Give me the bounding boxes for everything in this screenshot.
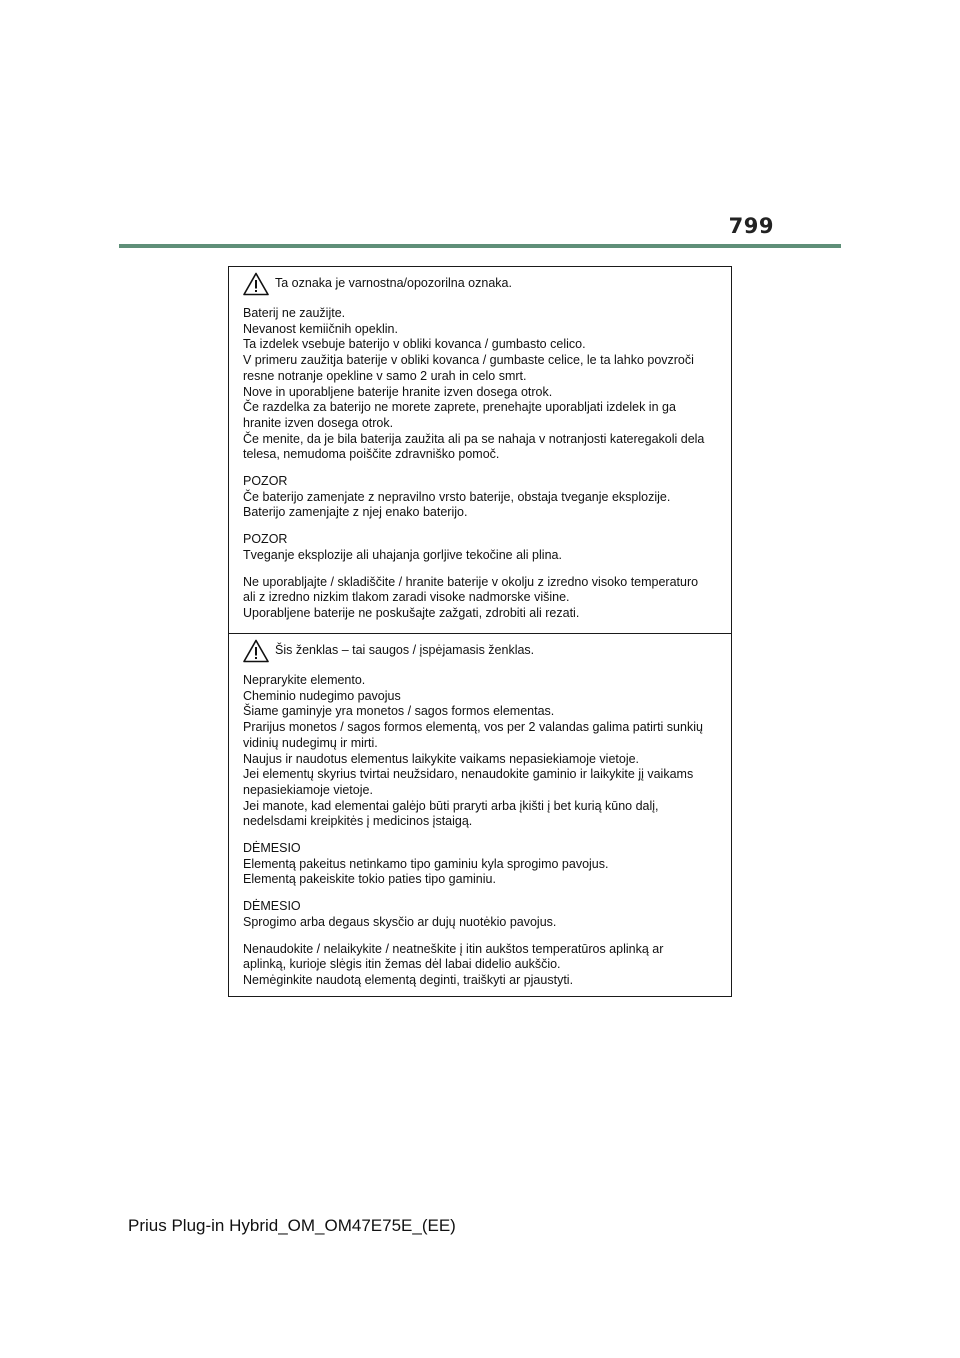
label-text-line: Jei elementų skyrius tvirtai neužsidaro, nenaudokite gaminio ir laikykite jį vaikams	[243, 767, 694, 782]
label-text-line: Če menite, da je bila baterija zaužita ali pa se nahaja v notranjosti kateregakoli dela	[243, 431, 705, 446]
label-text-line: Elementą pakeiskite tokio paties tipo gaminiu.	[243, 872, 496, 887]
label-text-line: Ta izdelek vsebuje baterijo v obliki kovanca / gumbasto celico.	[243, 337, 586, 352]
label-text-line: Baterijo zamenjajte z njej enako baterijo.	[243, 505, 468, 520]
label-text-line: Prarijus monetos / sagos formos elementą, vos per 2 valandas galima patirti sunkių	[243, 720, 703, 735]
label-text-line: telesa, nemudoma poiščite zdravniško pomoč.	[243, 447, 500, 462]
label-paragraph	[243, 841, 719, 888]
label-text-line: Elementą pakeitus netinkamo tipo gaminiu kyla sprogimo pavojus.	[243, 856, 609, 871]
label-text-line: V primeru zaužitja baterije v obliki kovanca / gumbaste celice, le ta lahko povzroči	[243, 353, 694, 368]
label-text-line: ali z izredno nizkim tlakom zaradi visoke nadmorske višine.	[243, 590, 570, 605]
label-paragraph	[243, 942, 719, 989]
label-text-line: nepasiekiamoje vietoje.	[243, 782, 373, 797]
warning-triangle-icon	[243, 639, 269, 663]
label-text-line: Neprarykite elemento.	[243, 673, 366, 687]
page-number: 799	[728, 214, 774, 238]
label-text-line: DĖMESIO	[243, 841, 301, 856]
label-paragraph	[243, 474, 719, 521]
label-paragraph	[243, 306, 719, 463]
label-text-line: aplinką, kurioje slėgis itin žemas dėl labai didelio aukščio.	[243, 957, 561, 972]
warning-heading	[243, 637, 719, 665]
label-paragraph	[243, 575, 719, 622]
label-text-line: hranite izven dosega otrok.	[243, 415, 394, 430]
label-paragraph	[243, 673, 719, 830]
label-text-line: Šiame gaminyje yra monetos / sagos formos elementas.	[243, 704, 555, 719]
label-text-line: Uporabljene baterije ne poskušajte zažgati, zdrobiti ali rezati.	[243, 605, 580, 620]
warning-triangle-icon	[243, 272, 269, 296]
label-text-line: Nove in uporabljene baterije hranite izven dosega otrok.	[243, 384, 553, 399]
label-text-line: POZOR	[243, 474, 288, 489]
header-rule	[119, 244, 841, 248]
label-section-lithuanian	[229, 633, 731, 996]
label-text-line: resne notranje opekline v samo 2 urah in celo smrt.	[243, 368, 527, 383]
warning-title: Ta oznaka je varnostna/opozorilna oznaka.	[275, 276, 512, 291]
label-text-line: Naujus ir naudotus elementus laikykite vaikams nepasiekiamoje vietoje.	[243, 751, 640, 766]
footer-document-id: Prius Plug-in Hybrid_OM_OM47E75E_(EE)	[128, 1216, 456, 1235]
label-text-line: Če razdelka za baterijo ne morete zaprete, prenehajte uporabljati izdelek in ga	[243, 400, 676, 415]
label-section-slovenian	[229, 267, 731, 633]
label-text-line: Baterij ne zaužijte.	[243, 306, 346, 320]
label-text-line: Ne uporabljajte / skladiščite / hranite baterije v okolju z izredno visoko temperaturo	[243, 574, 699, 589]
label-text-line: Tveganje eksplozije ali uhajanja gorljive tekočine ali plina.	[243, 547, 562, 562]
label-text-line: Če baterijo zamenjate z nepravilno vrsto baterije, obstaja tveganje eksplozije.	[243, 489, 671, 504]
warning-title: Šis ženklas – tai saugos / įspėjamasis ženklas.	[275, 643, 535, 658]
label-paragraph	[243, 532, 719, 563]
label-text-line: Nenaudokite / nelaikykite / neatneškite į itin aukštos temperatūros aplinką ar	[243, 941, 664, 956]
label-text-line: POZOR	[243, 532, 288, 547]
label-text-line: DĖMESIO	[243, 899, 301, 914]
label-text-line: vidinių nudegimų ir mirti.	[243, 735, 378, 750]
label-text-line: Sprogimo arba degaus skysčio ar dujų nuotėkio pavojus.	[243, 914, 557, 929]
label-text-line: nedelsdami kreipkitės į medicinos įstaigą.	[243, 814, 473, 829]
label-text-line: Nemėginkite naudotą elementą deginti, traiškyti ar pjaustyti.	[243, 972, 574, 987]
label-text-line: Cheminio nudegimo pavojus	[243, 688, 401, 703]
label-paragraph	[243, 899, 719, 930]
warning-heading	[243, 270, 719, 298]
label-text-line: Jei manote, kad elementai galėjo būti praryti arba įkišti į bet kurią kūno dalį,	[243, 798, 659, 813]
battery-warning-label	[228, 266, 732, 997]
label-text-line: Nevanost kemiičnih opeklin.	[243, 321, 398, 336]
